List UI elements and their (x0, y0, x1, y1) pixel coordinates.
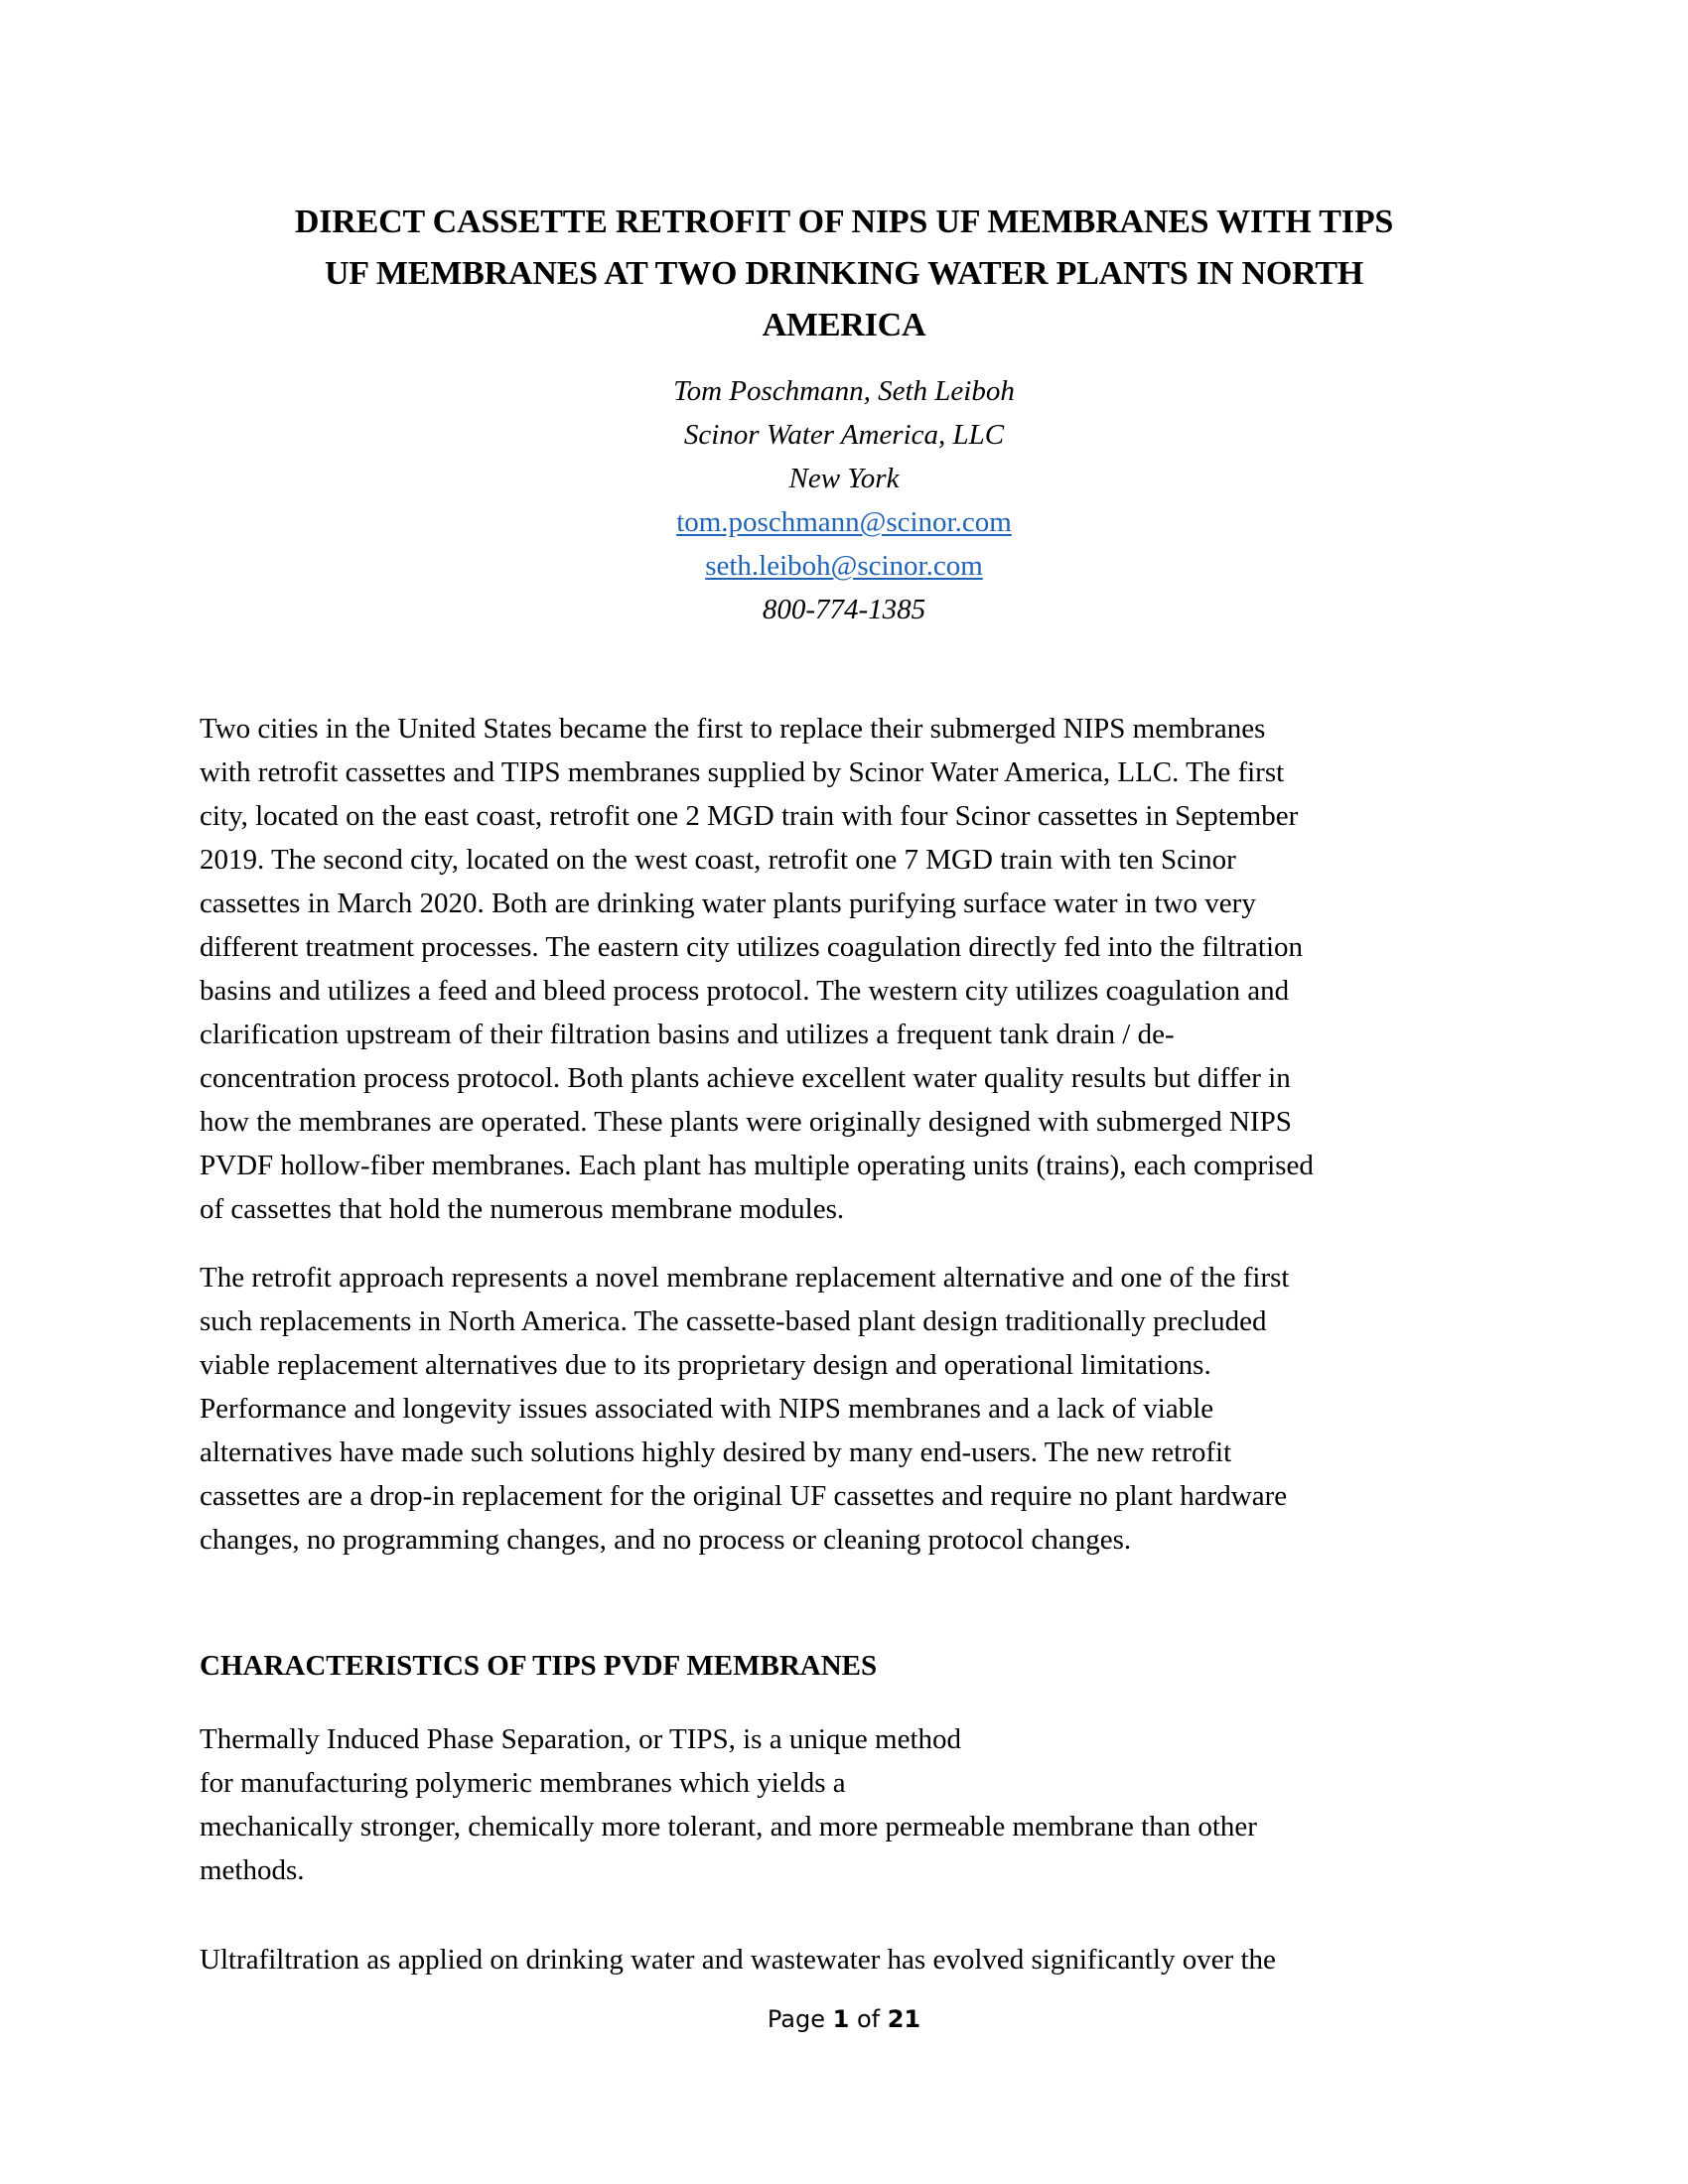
author-location: New York (788, 463, 900, 494)
email-link-tom[interactable]: tom.poschmann@scinor.com (676, 506, 1012, 538)
text-line: The retrofit approach represents a novel membrane replacement alternative and one of the first (200, 1262, 1290, 1294)
total-page-count: 21 (887, 2005, 921, 2033)
text-line: clarification upstream of their filtration basins and utilizes a frequent tank drain / de- (200, 1019, 1175, 1050)
text-line: how the membranes are operated. These plants were originally designed with submerged NIPS (200, 1106, 1292, 1138)
title-line-2: UF MEMBRANES AT TWO DRINKING WATER PLANTS IN NORTH (324, 255, 1364, 292)
text-line: methods. (200, 1854, 305, 1886)
current-page-number: 1 (832, 2005, 850, 2033)
text-line: mechanically stronger, chemically more tolerant, and more permeable membrane than other (200, 1811, 1257, 1843)
text-line: cassettes are a drop-in replacement for the original UF cassettes and require no plant hardware (200, 1480, 1288, 1512)
text-line: Ultrafiltration as applied on drinking water and wastewater has evolved significantly over the (200, 1944, 1276, 1976)
text-line: Thermally Induced Phase Separation, or TIPS, is a unique method (200, 1723, 961, 1755)
title-line-1: DIRECT CASSETTE RETROFIT OF NIPS UF MEMBRANES WITH TIPS (294, 204, 1394, 240)
paragraph-intro (200, 707, 1490, 1231)
paragraph-tips-definition (200, 1717, 1490, 1892)
text-line: basins and utilizes a feed and bleed process protocol. The western city utilizes coagulation and (200, 975, 1290, 1007)
author-block (447, 369, 1241, 631)
page-label-middle: of (849, 2005, 888, 2033)
text-line: Two cities in the United States became the first to replace their submerged NIPS membranes (200, 713, 1266, 745)
text-line: concentration process protocol. Both plants achieve excellent water quality results but differ in (200, 1062, 1291, 1094)
paragraph-retrofit-approach (200, 1256, 1490, 1562)
text-line: with retrofit cassettes and TIPS membranes supplied by Scinor Water America, LLC. The first (200, 756, 1285, 788)
email-link-seth[interactable]: seth.leiboh@scinor.com (705, 550, 983, 582)
section-heading: CHARACTERISTICS OF TIPS PVDF MEMBRANES (200, 1650, 878, 1682)
author-names: Tom Poschmann, Seth Leiboh (673, 375, 1015, 407)
text-line: city, located on the east coast, retrofit one 2 MGD train with four Scinor cassettes in September (200, 800, 1299, 832)
text-line: such replacements in North America. The cassette-based plant design traditionally precluded (200, 1305, 1267, 1337)
text-line: of cassettes that hold the numerous membrane modules. (200, 1193, 845, 1225)
text-line: alternatives have made such solutions highly desired by many end-users. The new retrofit (200, 1436, 1232, 1468)
text-line: Performance and longevity issues associated with NIPS membranes and a lack of viable (200, 1393, 1214, 1425)
text-line: cassettes in March 2020. Both are drinking water plants purifying surface water in two very (200, 887, 1256, 919)
text-line: different treatment processes. The eastern city utilizes coagulation directly fed into the filtration (200, 931, 1304, 963)
paragraph-ultrafiltration (200, 1938, 1490, 1981)
page-label-prefix: Page (767, 2005, 833, 2033)
text-line: viable replacement alternatives due to its proprietary design and operational limitations. (200, 1349, 1211, 1381)
author-company: Scinor Water America, LLC (683, 419, 1005, 451)
document-title (149, 197, 1539, 351)
author-phone: 800-774-1385 (762, 594, 926, 625)
text-line: 2019. The second city, located on the west coast, retrofit one 7 MGD train with ten Scinor (200, 844, 1236, 876)
text-line: PVDF hollow-fiber membranes. Each plant has multiple operating units (trains), each comprised (200, 1150, 1314, 1181)
text-line: for manufacturing polymeric membranes which yields a (200, 1767, 846, 1799)
page-footer (0, 2003, 1688, 2035)
text-line: changes, no programming changes, and no process or cleaning protocol changes. (200, 1524, 1132, 1556)
title-line-3: AMERICA (762, 307, 926, 343)
